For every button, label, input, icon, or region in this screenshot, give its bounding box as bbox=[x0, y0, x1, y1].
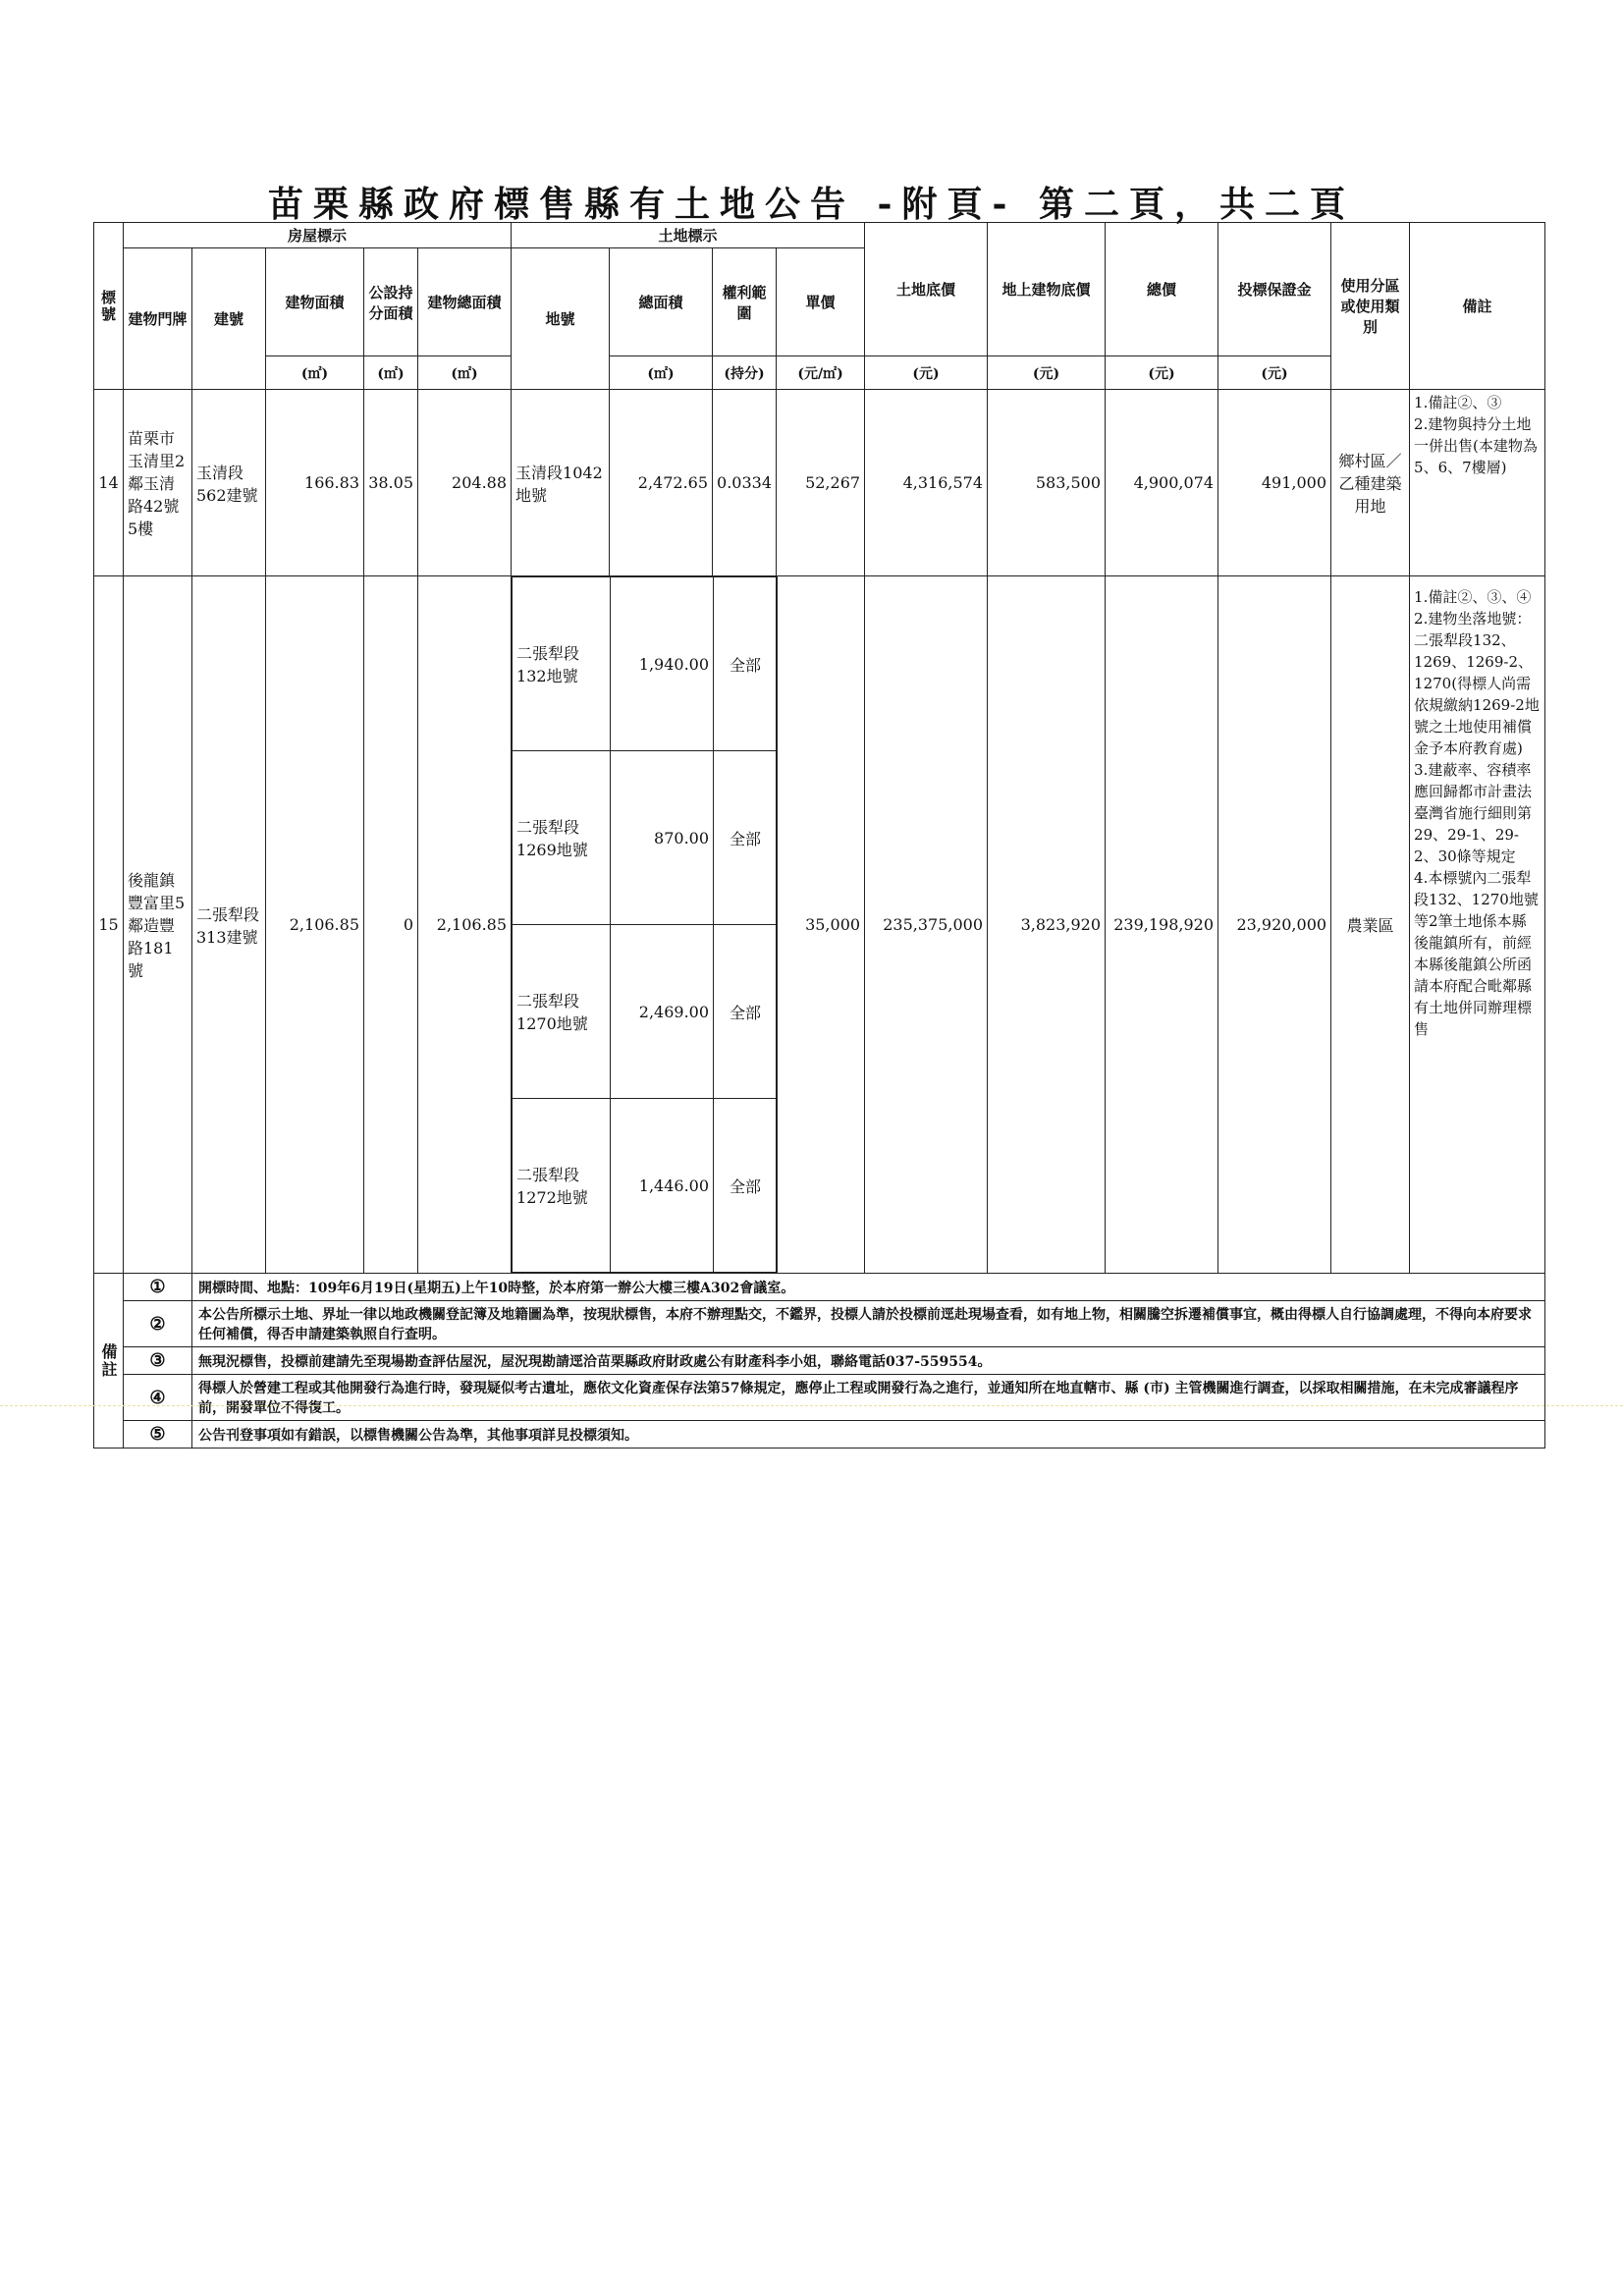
notes-label: 備註 bbox=[94, 1274, 124, 1449]
public-area: 38.05 bbox=[364, 390, 418, 576]
land-parcel-group bbox=[512, 576, 777, 1274]
zoning: 農業區 bbox=[1331, 576, 1410, 1274]
bid-deposit: 491,000 bbox=[1218, 390, 1331, 576]
rights-scope: 全部 bbox=[714, 751, 778, 925]
unit-price: 35,000 bbox=[777, 576, 865, 1274]
land-parcel-row bbox=[513, 577, 778, 751]
building-base-price: 583,500 bbox=[988, 390, 1106, 576]
land-area: 2,469.00 bbox=[611, 925, 714, 1099]
unit-build-area: (㎡) bbox=[266, 356, 364, 390]
header-zoning: 使用分區或使用類別 bbox=[1331, 223, 1410, 390]
header-land-area: 總面積 bbox=[610, 248, 713, 356]
rights-scope: 0.0334 bbox=[713, 390, 777, 576]
remarks: 1.備註②、③、④ 2.建物坐落地號：二張犁段132、1269、1269-2、1270(得標人尚需依規繳納1269-2地號之土地使用補償金予本府教育處) 3.建蔽率、容積率應回歸都市計畫法臺灣省施行細則第29、29-1、29-2、30條等規定 4.本標號內二張犁段132、1270地號等2筆土地係本縣後龍鎮所有，前經本縣後龍鎮公所函請本府配合毗鄰縣有土地併同辦理標售 bbox=[1410, 576, 1545, 1274]
building-base-price: 3,823,920 bbox=[988, 576, 1106, 1274]
header-land-no: 地號 bbox=[512, 248, 610, 390]
table-row bbox=[94, 390, 1545, 576]
total-price: 239,198,920 bbox=[1106, 576, 1218, 1274]
header-land-price: 土地底價 bbox=[865, 223, 988, 356]
note-marker: ② bbox=[124, 1301, 192, 1347]
group-header-building: 房屋標示 bbox=[124, 223, 512, 248]
total-building-area: 204.88 bbox=[418, 390, 512, 576]
group-header-land: 土地標示 bbox=[512, 223, 865, 248]
header-public-area: 公設持分面積 bbox=[364, 248, 418, 356]
land-number: 二張犁段1269地號 bbox=[513, 751, 611, 925]
unit-deposit: (元) bbox=[1218, 356, 1331, 390]
unit-rights: (持分) bbox=[713, 356, 777, 390]
note-marker: ④ bbox=[124, 1375, 192, 1421]
general-notes bbox=[93, 1273, 1545, 1449]
bid-deposit: 23,920,000 bbox=[1218, 576, 1331, 1274]
unit-build-price: (元) bbox=[988, 356, 1106, 390]
building-address: 苗栗市玉清里2鄰玉清路42號5樓 bbox=[124, 390, 192, 576]
total-building-area: 2,106.85 bbox=[418, 576, 512, 1274]
land-number: 二張犁段1270地號 bbox=[513, 925, 611, 1099]
note-row bbox=[94, 1274, 1545, 1301]
header-build-no: 建號 bbox=[192, 248, 266, 390]
rights-scope: 全部 bbox=[714, 1099, 778, 1273]
header-lot: 標號 bbox=[94, 223, 124, 390]
note-text: 開標時間、地點：109年6月19日(星期五)上午10時整，於本府第一辦公大樓三樓A302會議室。 bbox=[192, 1274, 1545, 1301]
header-unit-price: 單價 bbox=[777, 248, 865, 356]
header-build-price: 地上建物底價 bbox=[988, 223, 1106, 356]
land-area: 2,472.65 bbox=[610, 390, 713, 576]
total-price: 4,900,074 bbox=[1106, 390, 1218, 576]
zoning: 鄉村區／乙種建築用地 bbox=[1331, 390, 1410, 576]
note-row bbox=[94, 1421, 1545, 1449]
rights-scope: 全部 bbox=[714, 925, 778, 1099]
land-number: 二張犁段1272地號 bbox=[513, 1099, 611, 1273]
rights-scope: 全部 bbox=[714, 577, 778, 751]
building-number: 玉清段562建號 bbox=[192, 390, 266, 576]
land-area: 1,940.00 bbox=[611, 577, 714, 751]
land-parcel-table bbox=[512, 576, 778, 1273]
lot-number: 14 bbox=[94, 390, 124, 576]
land-parcel-row bbox=[513, 751, 778, 925]
building-area: 166.83 bbox=[266, 390, 364, 576]
header-deposit: 投標保證金 bbox=[1218, 223, 1331, 356]
table-row bbox=[94, 576, 1545, 1274]
building-area: 2,106.85 bbox=[266, 576, 364, 1274]
land-number: 玉清段1042地號 bbox=[512, 390, 610, 576]
building-address: 後龍鎮豐富里5鄰造豐路181號 bbox=[124, 576, 192, 1274]
land-parcel-row bbox=[513, 925, 778, 1099]
note-row bbox=[94, 1301, 1545, 1347]
note-text: 得標人於營建工程或其他開發行為進行時，發現疑似考古遺址，應依文化資產保存法第57條規定，應停止工程或開發行為之進行，並通知所在地直轄市、縣 (市) 主管機關進行調查，以採取相關措施，在未完成審議程序前，開發單位不得復工。 bbox=[192, 1375, 1545, 1421]
land-number: 二張犁段132地號 bbox=[513, 577, 611, 751]
unit-unit-price: (元/㎡) bbox=[777, 356, 865, 390]
header-total-build-area: 建物總面積 bbox=[418, 248, 512, 356]
public-area: 0 bbox=[364, 576, 418, 1274]
unit-price: 52,267 bbox=[777, 390, 865, 576]
unit-total-build-area: (㎡) bbox=[418, 356, 512, 390]
unit-land-area: (㎡) bbox=[610, 356, 713, 390]
page-title: 苗栗縣政府標售縣有土地公告 -附頁- 第二頁，共二頁 bbox=[268, 184, 1355, 225]
unit-public-area: (㎡) bbox=[364, 356, 418, 390]
header-rights: 權利範圍 bbox=[713, 248, 777, 356]
remarks: 1.備註②、③ 2.建物與持分土地一併出售(本建物為5、6、7樓層) bbox=[1410, 390, 1545, 576]
land-parcel-row bbox=[513, 1099, 778, 1273]
building-number: 二張犁段313建號 bbox=[192, 576, 266, 1274]
header-total-price: 總價 bbox=[1106, 223, 1218, 356]
land-base-price: 235,375,000 bbox=[865, 576, 988, 1274]
land-sale-table-sheet bbox=[93, 222, 1544, 1449]
land-base-price: 4,316,574 bbox=[865, 390, 988, 576]
note-row bbox=[94, 1375, 1545, 1421]
land-area: 870.00 bbox=[611, 751, 714, 925]
note-marker: ③ bbox=[124, 1347, 192, 1375]
lot-number: 15 bbox=[94, 576, 124, 1274]
header-build-area: 建物面積 bbox=[266, 248, 364, 356]
unit-total-price: (元) bbox=[1106, 356, 1218, 390]
note-marker: ① bbox=[124, 1274, 192, 1301]
note-text: 本公告所標示土地、界址一律以地政機關登記簿及地籍圖為準，按現狀標售，本府不辦理點交，不鑑界，投標人請於投標前逕赴現場查看，如有地上物，相關騰空拆遷補償事宜，概由得標人自行協調處理，不得向本府要求任何補償，得否申請建築執照自行查明。 bbox=[192, 1301, 1545, 1347]
scan-fold-line bbox=[0, 1405, 1623, 1406]
header-address: 建物門牌 bbox=[124, 248, 192, 390]
unit-land-price: (元) bbox=[865, 356, 988, 390]
note-row bbox=[94, 1347, 1545, 1375]
header-remarks: 備註 bbox=[1410, 223, 1545, 390]
note-marker: ⑤ bbox=[124, 1421, 192, 1449]
note-text: 公告刊登事項如有錯誤，以標售機關公告為準，其他事項詳見投標須知。 bbox=[192, 1421, 1545, 1449]
land-sale-table bbox=[93, 222, 1545, 1274]
land-area: 1,446.00 bbox=[611, 1099, 714, 1273]
note-text: 無現況標售，投標前建請先至現場勘查評估屋況，屋況現勘請逕洽苗栗縣政府財政處公有財產科李小姐，聯絡電話037-559554。 bbox=[192, 1347, 1545, 1375]
